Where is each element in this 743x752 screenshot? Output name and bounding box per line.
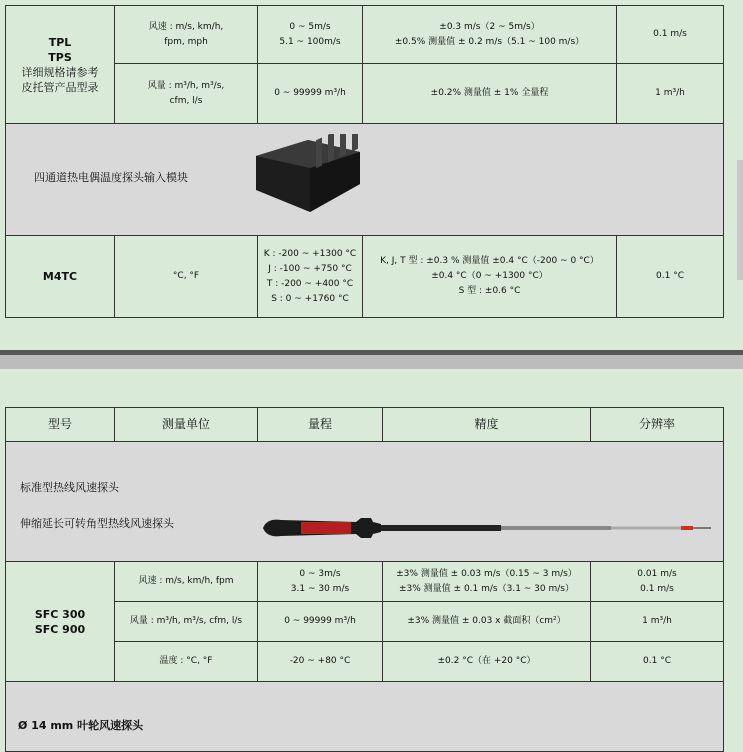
header-unit: 测量单位: [115, 408, 258, 442]
row2-unit: [115, 64, 258, 124]
row1-unit: [115, 6, 258, 64]
sfc-model-cell: [6, 562, 115, 682]
sfc-r1-resolution: [591, 562, 724, 602]
probe-row: [6, 442, 724, 562]
module-label: 四通道热电偶温度探头输入模块: [34, 171, 188, 184]
sfc-r1-acc-line1: ±3% 测量值 ± 0.03 m/s（0.15 ~ 3 m/s）: [396, 568, 577, 579]
spec-table-1: [5, 5, 724, 318]
header-accuracy: 精度: [383, 408, 591, 442]
tpl-model-cell: [6, 6, 115, 124]
m4tc-acc-line3: S 型 : ±0.6 °C: [458, 286, 521, 296]
sfc-300-model: SFC 300: [34, 607, 86, 621]
row1-resolution: 0.1 m/s: [617, 6, 724, 64]
sfc-r3-resolution: 0.1 °C: [591, 642, 724, 682]
scrollbar[interactable]: [737, 160, 743, 280]
row1-range: [258, 6, 363, 64]
sfc-r2-resolution: 1 m³/h: [591, 602, 724, 642]
m4tc-range-s: S : 0 ~ +1760 °C: [271, 293, 349, 304]
row2-unit-line2: cfm, l/s: [169, 95, 203, 106]
vane-probe-row: [6, 682, 724, 752]
m4tc-range: [258, 236, 363, 318]
row2-accuracy: ±0.2% 测量值 ± 1% 全量程: [363, 64, 617, 124]
row1-acc-line1: ±0.3 m/s（2 ~ 5m/s）: [439, 21, 540, 32]
header-range: 量程: [258, 408, 383, 442]
sfc-r2-accuracy: ±3% 测量值 ± 0.03 x 截面积（cm²）: [383, 602, 591, 642]
hotwire-probe-image: [261, 514, 716, 542]
spec-table-2: [5, 407, 724, 752]
row1-acc-line2: ±0.5% 测量值 ± 0.2 m/s（5.1 ~ 100 m/s）: [394, 36, 585, 47]
m4tc-acc-line1: K, J, T 型 : ±0.3 % 测量值 ±0.4 °C（-200 ~ 0 °C）: [380, 256, 599, 266]
m4tc-range-k: K : -200 ~ +1300 °C: [263, 248, 357, 259]
m4tc-accuracy: [363, 236, 617, 318]
probe-label-2: 伸缩延长可转角型热线风速探头: [20, 517, 174, 530]
header-model: 型号: [6, 408, 115, 442]
sfc-r1-range-line1: 0 ~ 3m/s: [299, 568, 341, 579]
page-1: [0, 0, 743, 350]
page-2: [0, 369, 743, 752]
sfc-r3-unit: 温度 : °C, °F: [115, 642, 258, 682]
sfc-r1-range-line2: 3.1 ~ 30 m/s: [290, 583, 350, 594]
thermocouple-module-image: [248, 134, 363, 214]
row1-unit-line2: fpm, mph: [164, 36, 208, 47]
tpl-note-line1: 详细规格请参考: [21, 65, 99, 79]
m4tc-acc-line2: ±0.4 °C（0 ~ +1300 °C）: [431, 271, 548, 281]
row2-resolution: 1 m³/h: [617, 64, 724, 124]
sfc-r2-unit: 风量 : m³/h, m³/s, cfm, l/s: [115, 602, 258, 642]
row1-accuracy: [363, 6, 617, 64]
module-row: [6, 124, 724, 236]
sfc-900-model: SFC 900: [34, 622, 86, 636]
m4tc-range-j: J : -100 ~ +750 °C: [268, 263, 352, 274]
probe-label-1: 标准型热线风速探头: [20, 481, 119, 494]
sfc-r1-res-line2: 0.1 m/s: [640, 583, 674, 594]
row1-unit-line1: 风速 : m/s, km/h,: [148, 21, 224, 32]
page-gap: [0, 355, 743, 369]
row2-range: 0 ~ 99999 m³/h: [258, 64, 363, 124]
tps-model: TPS: [48, 50, 72, 64]
row1-range-line2: 5.1 ~ 100m/s: [279, 36, 341, 47]
sfc-r1-range: [258, 562, 383, 602]
header-resolution: 分辨率: [591, 408, 724, 442]
tpl-model: TPL: [48, 35, 72, 49]
sfc-r1-res-line1: 0.01 m/s: [637, 568, 677, 579]
sfc-r3-accuracy: ±0.2 °C（在 +20 °C）: [383, 642, 591, 682]
m4tc-range-t: T : -200 ~ +400 °C: [266, 278, 354, 289]
sfc-r3-range: -20 ~ +80 °C: [258, 642, 383, 682]
row1-range-line1: 0 ~ 5m/s: [289, 21, 331, 32]
m4tc-unit: °C, °F: [115, 236, 258, 318]
sfc-r1-acc-line2: ±3% 测量值 ± 0.1 m/s（3.1 ~ 30 m/s）: [399, 583, 574, 594]
row2-unit-line1: 风量 : m³/h, m³/s,: [147, 80, 225, 91]
tpl-note-line2: 皮托管产品型录: [21, 80, 99, 94]
sfc-r1-unit: 风速 : m/s, km/h, fpm: [115, 562, 258, 602]
m4tc-model: M4TC: [6, 236, 115, 318]
sfc-r2-range: 0 ~ 99999 m³/h: [258, 602, 383, 642]
vane-probe-label: Ø 14 mm 叶轮风速探头: [18, 719, 144, 732]
sfc-r1-accuracy: [383, 562, 591, 602]
m4tc-resolution: 0.1 °C: [617, 236, 724, 318]
